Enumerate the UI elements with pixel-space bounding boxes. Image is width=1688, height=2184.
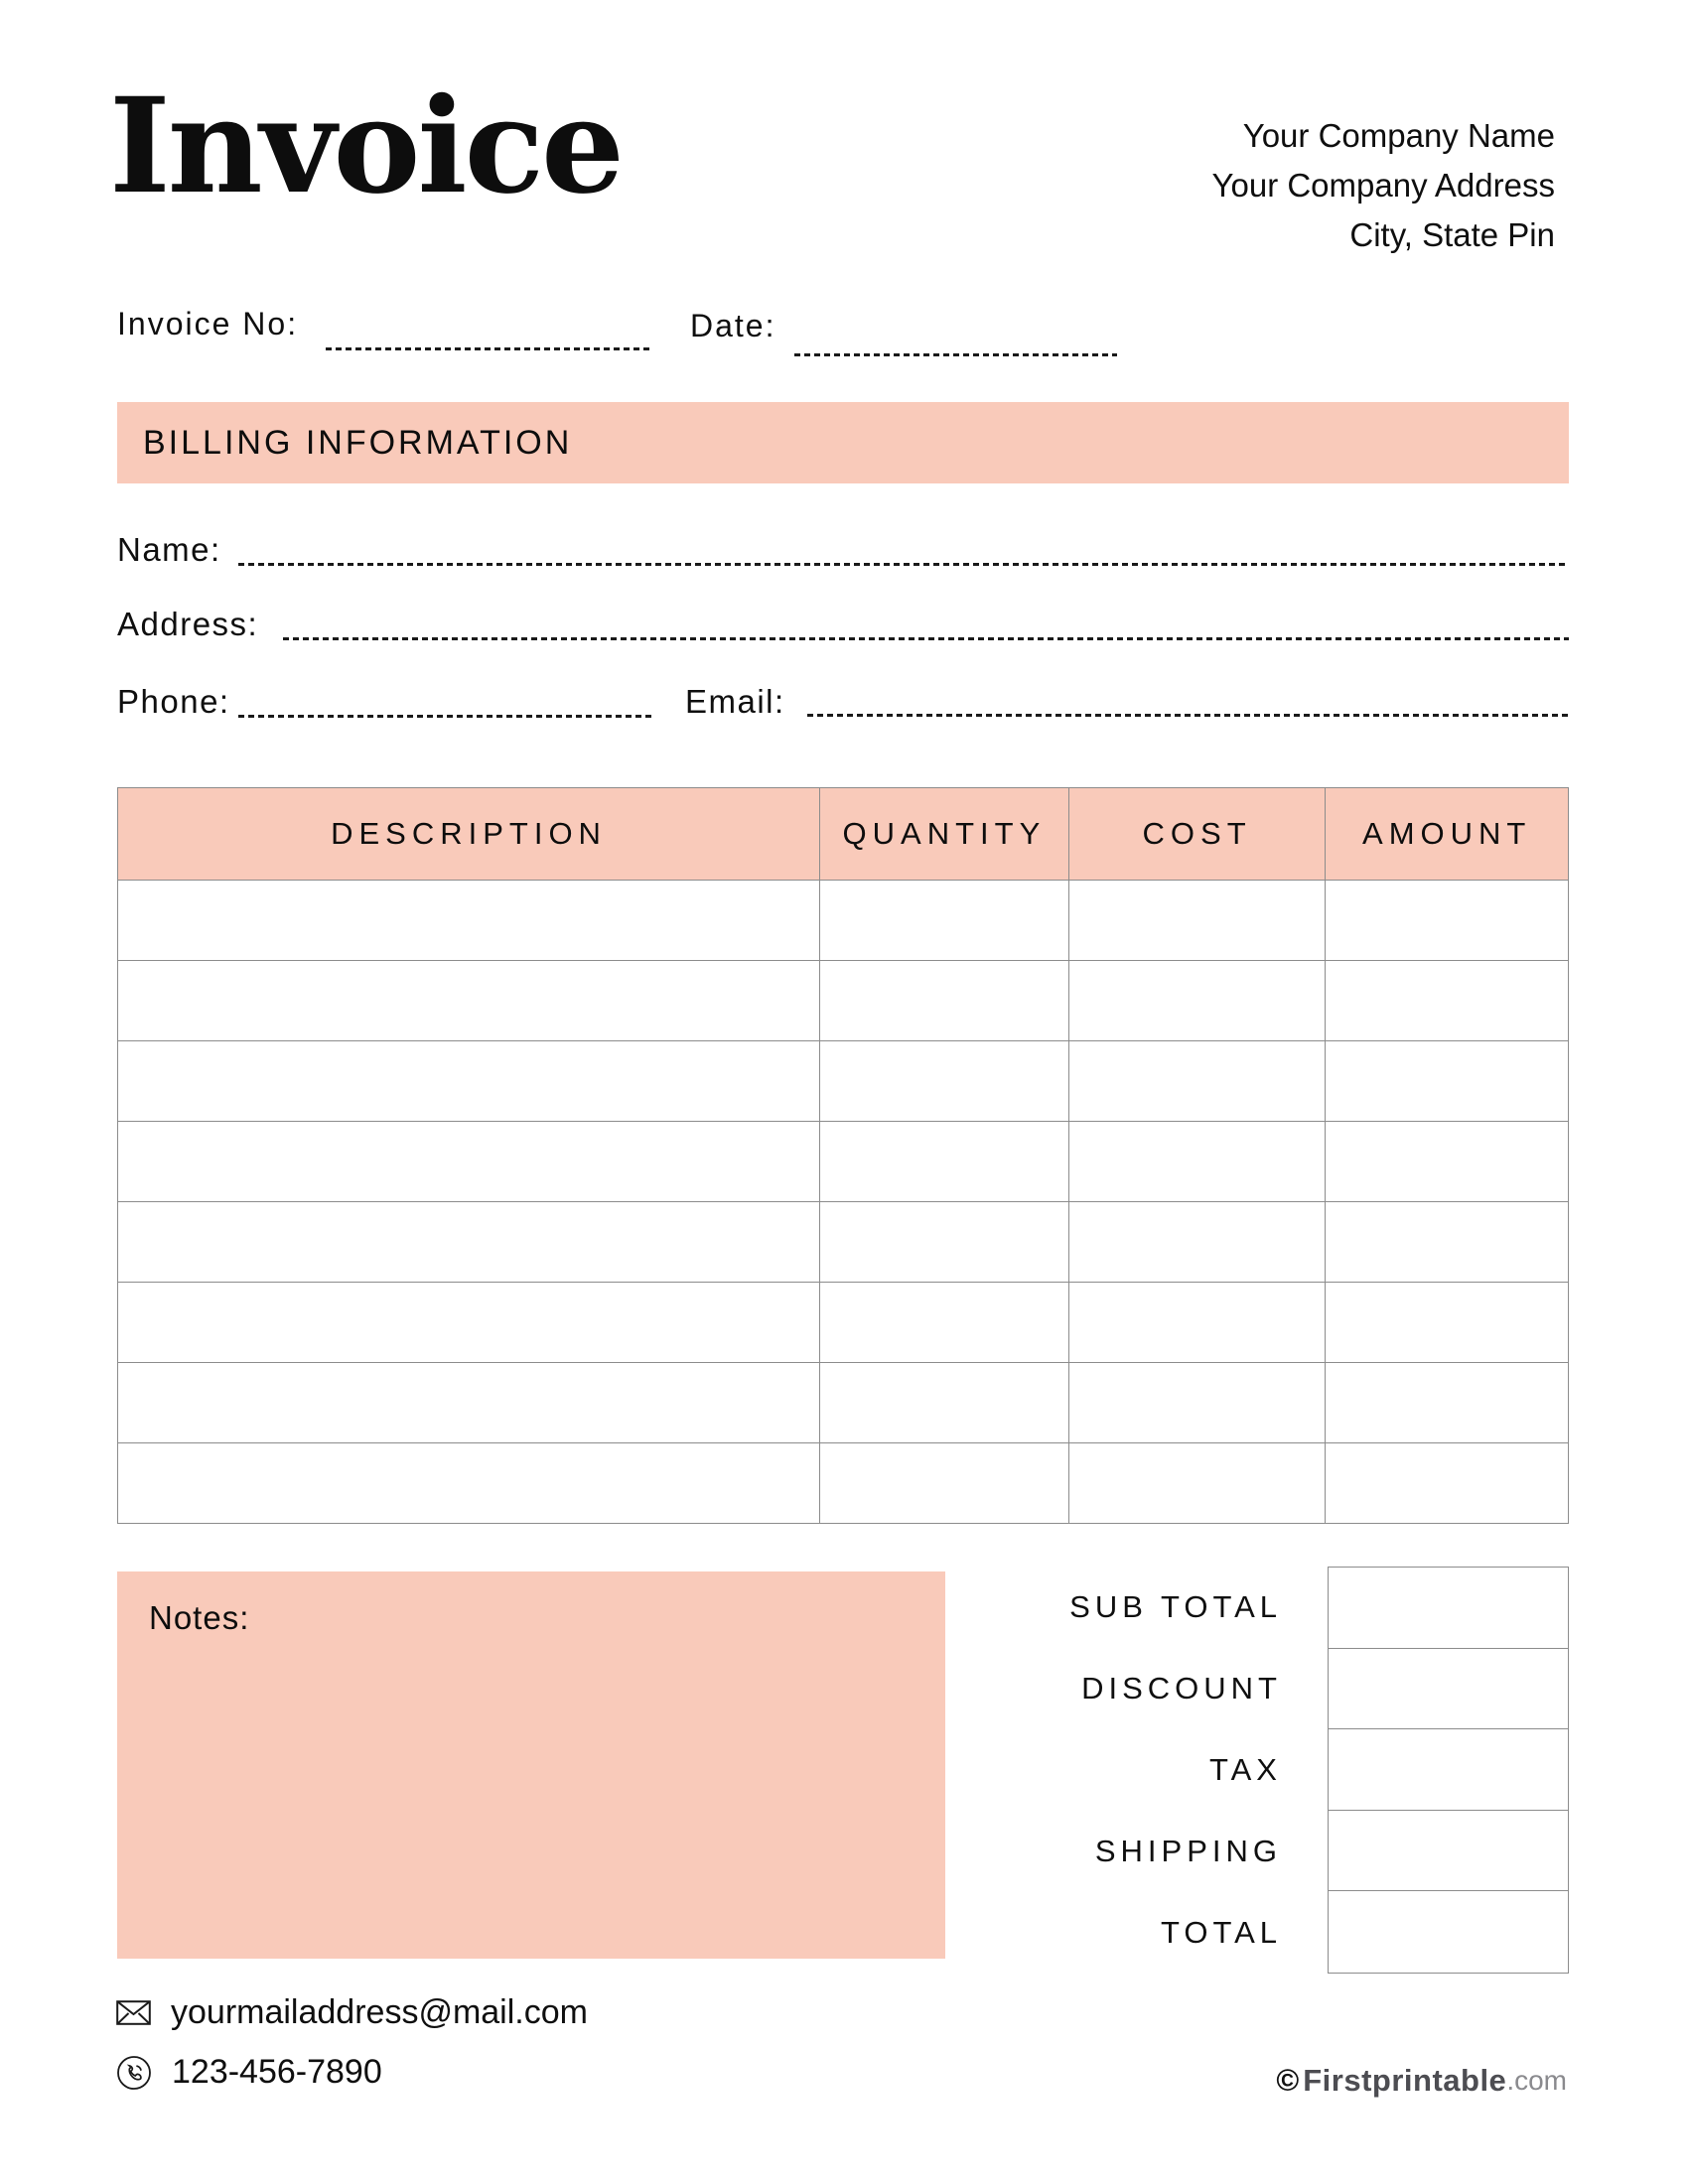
subtotal-value-box[interactable]	[1329, 1568, 1568, 1649]
email-input-line[interactable]	[807, 714, 1569, 717]
item-cell-r1-c3[interactable]	[1069, 880, 1327, 960]
tax-value-box[interactable]	[1329, 1729, 1568, 1811]
address-input-line[interactable]	[283, 637, 1569, 640]
invoice-no-input-line[interactable]	[326, 347, 650, 350]
notes-label: Notes:	[149, 1599, 250, 1636]
items-table-body	[118, 880, 1568, 1523]
item-cell-r2-c4[interactable]	[1326, 960, 1568, 1040]
company-info	[1212, 111, 1556, 260]
item-cell-r8-c1[interactable]	[118, 1442, 820, 1523]
discount-label: DISCOUNT	[1081, 1671, 1282, 1706]
contact-phone-row	[116, 2053, 382, 2092]
item-cell-r2-c3[interactable]	[1069, 960, 1327, 1040]
items-table	[117, 787, 1569, 1524]
item-cell-r5-c4[interactable]	[1326, 1201, 1568, 1282]
item-cell-r6-c1[interactable]	[118, 1282, 820, 1362]
item-cell-r6-c4[interactable]	[1326, 1282, 1568, 1362]
item-cell-r8-c3[interactable]	[1069, 1442, 1327, 1523]
item-cell-r7-c2[interactable]	[820, 1362, 1069, 1442]
item-cell-r6-c3[interactable]	[1069, 1282, 1327, 1362]
contact-email-row	[116, 1993, 588, 2032]
company-city: City, State Pin	[1349, 216, 1555, 253]
item-cell-r3-c4[interactable]	[1326, 1040, 1568, 1121]
discount-value-box[interactable]	[1329, 1649, 1568, 1730]
company-address: Your Company Address	[1211, 167, 1555, 204]
item-cell-r2-c1[interactable]	[118, 960, 820, 1040]
address-label: Address:	[117, 606, 259, 642]
contact-email: yourmailaddress@mail.com	[171, 1993, 588, 2031]
column-header-amount: AMOUNT	[1326, 788, 1568, 880]
item-cell-r7-c4[interactable]	[1326, 1362, 1568, 1442]
item-cell-r2-c2[interactable]	[820, 960, 1069, 1040]
date-label: Date:	[690, 308, 776, 343]
item-cell-r4-c3[interactable]	[1069, 1121, 1327, 1201]
item-cell-r7-c3[interactable]	[1069, 1362, 1327, 1442]
column-header-cost: COST	[1069, 788, 1327, 880]
item-cell-r5-c1[interactable]	[118, 1201, 820, 1282]
footer-brand: Firstprintable	[1303, 2063, 1507, 2098]
footer-domain: .com	[1506, 2065, 1567, 2096]
item-cell-r1-c1[interactable]	[118, 880, 820, 960]
envelope-icon	[116, 2000, 151, 2025]
phone-input-line[interactable]	[238, 715, 655, 718]
total-label: TOTAL	[1160, 1915, 1282, 1950]
date-input-line[interactable]	[794, 353, 1117, 356]
item-cell-r3-c1[interactable]	[118, 1040, 820, 1121]
billing-heading: BILLING INFORMATION	[143, 423, 573, 462]
item-cell-r1-c2[interactable]	[820, 880, 1069, 960]
name-label: Name:	[117, 531, 221, 568]
footer-watermark	[1276, 2063, 1567, 2099]
item-cell-r5-c3[interactable]	[1069, 1201, 1327, 1282]
shipping-value-box[interactable]	[1329, 1811, 1568, 1892]
subtotal-label: SUB TOTAL	[1069, 1589, 1282, 1624]
column-header-description: DESCRIPTION	[118, 788, 820, 880]
invoice-no-label: Invoice No:	[117, 306, 299, 341]
item-cell-r6-c2[interactable]	[820, 1282, 1069, 1362]
name-input-line[interactable]	[238, 563, 1569, 566]
item-cell-r8-c2[interactable]	[820, 1442, 1069, 1523]
total-value-box[interactable]	[1329, 1891, 1568, 1973]
totals-value-boxes	[1328, 1567, 1569, 1974]
company-name: Your Company Name	[1242, 117, 1555, 154]
copyright-icon: ©	[1276, 2063, 1300, 2098]
page-title: Invoice	[109, 69, 622, 223]
item-cell-r5-c2[interactable]	[820, 1201, 1069, 1282]
item-cell-r4-c4[interactable]	[1326, 1121, 1568, 1201]
notes-area[interactable]	[117, 1571, 945, 1959]
item-cell-r7-c1[interactable]	[118, 1362, 820, 1442]
email-label: Email:	[685, 683, 785, 720]
items-table-header	[118, 788, 1568, 880]
item-cell-r3-c3[interactable]	[1069, 1040, 1327, 1121]
item-cell-r1-c4[interactable]	[1326, 880, 1568, 960]
shipping-label: SHIPPING	[1094, 1834, 1282, 1868]
item-cell-r8-c4[interactable]	[1326, 1442, 1568, 1523]
phone-label: Phone:	[117, 683, 230, 720]
phone-circle-icon	[116, 2055, 152, 2091]
item-cell-r4-c2[interactable]	[820, 1121, 1069, 1201]
totals-labels	[844, 1567, 1282, 1974]
column-header-quantity: QUANTITY	[820, 788, 1069, 880]
contact-phone: 123-456-7890	[172, 2053, 382, 2091]
billing-section-header	[117, 402, 1569, 483]
item-cell-r3-c2[interactable]	[820, 1040, 1069, 1121]
item-cell-r4-c1[interactable]	[118, 1121, 820, 1201]
tax-label: TAX	[1209, 1752, 1282, 1787]
